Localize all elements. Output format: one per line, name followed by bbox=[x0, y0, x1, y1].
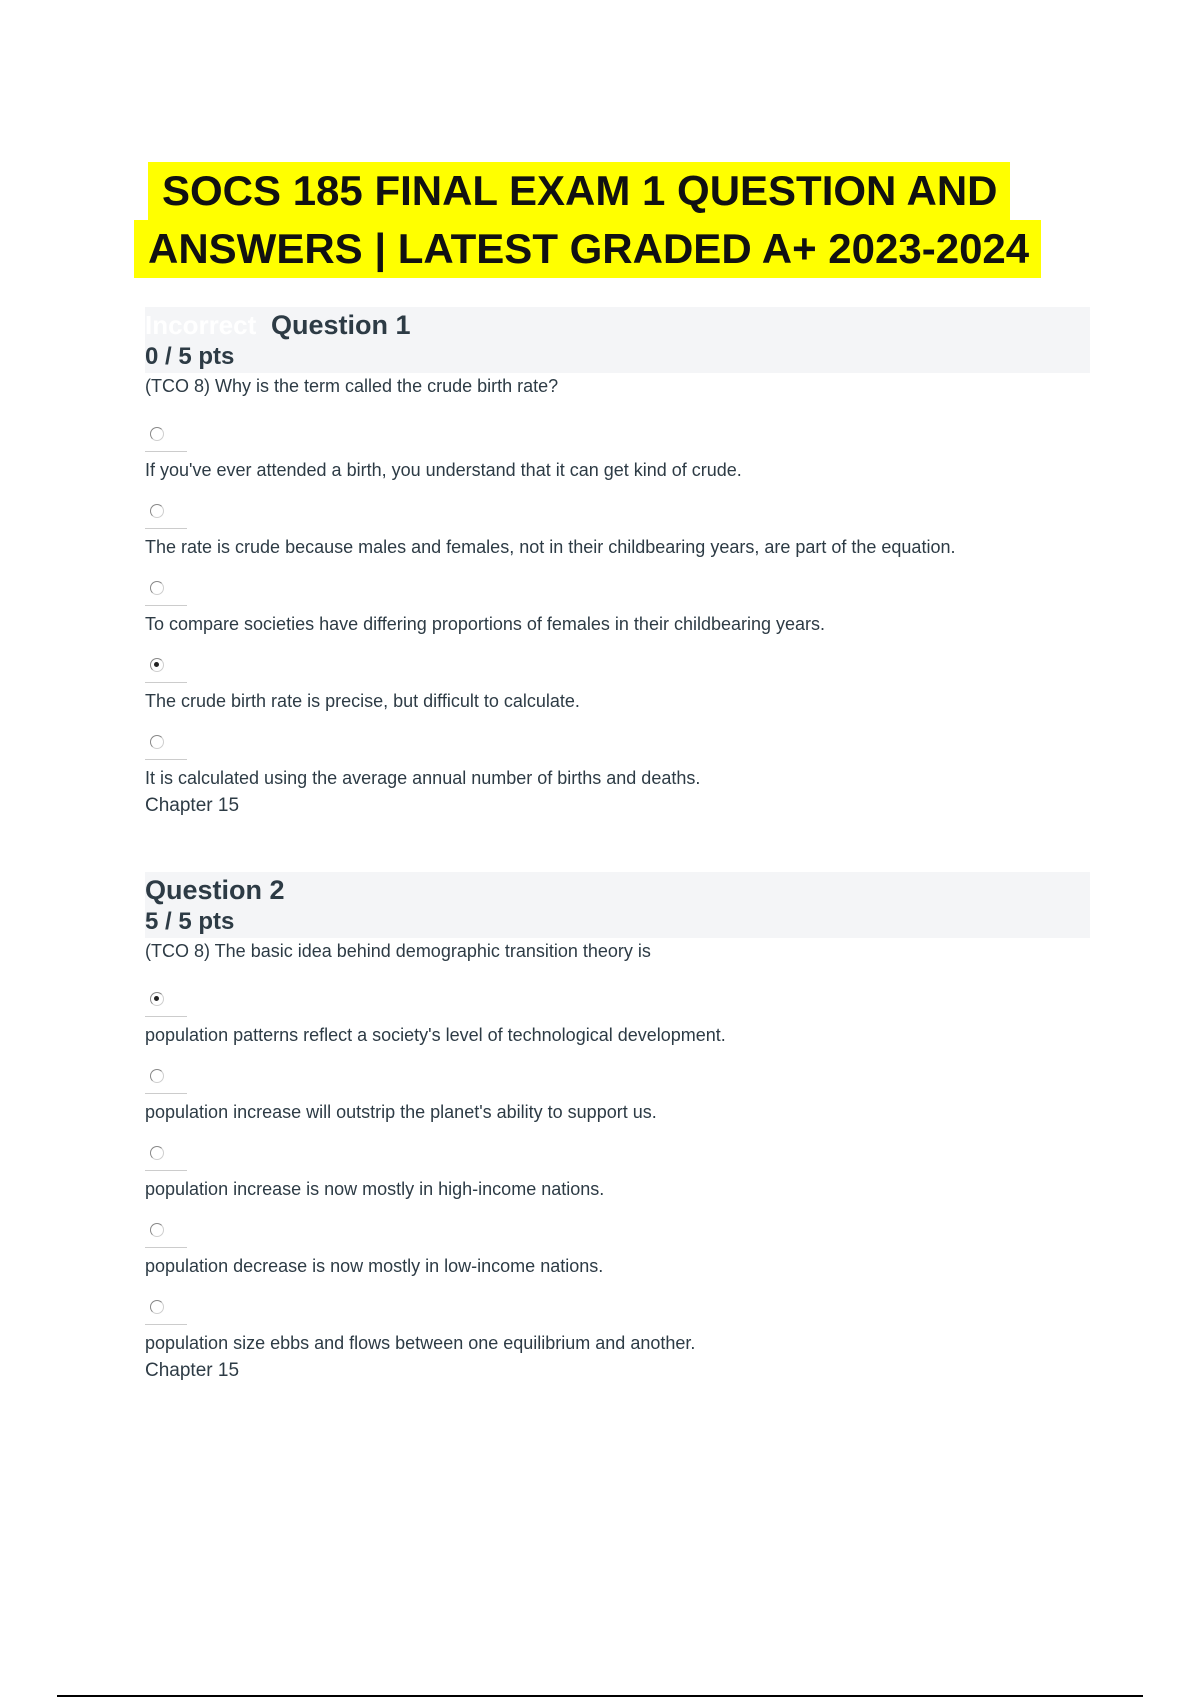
radio-button-selected[interactable] bbox=[150, 658, 164, 672]
answer-option[interactable] bbox=[145, 1280, 1090, 1357]
question-2 bbox=[145, 872, 1090, 1383]
option-divider bbox=[145, 528, 187, 529]
answer-option-label[interactable]: population increase will outstrip the planet's ability to support us. bbox=[145, 1102, 657, 1122]
option-divider bbox=[145, 1093, 187, 1094]
radio-button[interactable] bbox=[150, 581, 164, 595]
chapter-reference: Chapter 15 bbox=[145, 795, 240, 816]
option-divider bbox=[145, 451, 187, 452]
document-title bbox=[148, 162, 1108, 278]
question-points: 5 / 5 pts bbox=[145, 908, 235, 935]
answer-option[interactable] bbox=[145, 1203, 1090, 1280]
radio-button[interactable] bbox=[150, 427, 164, 441]
answer-option[interactable] bbox=[145, 1049, 1090, 1126]
option-divider bbox=[145, 682, 187, 683]
page-bottom-rule bbox=[57, 1695, 1143, 1697]
option-divider bbox=[145, 1170, 187, 1171]
option-divider bbox=[145, 1324, 187, 1325]
document-title-line-2: ANSWERS | LATEST GRADED A+ 2023-2024 bbox=[134, 220, 1041, 278]
option-divider bbox=[145, 1016, 187, 1017]
option-divider bbox=[145, 605, 187, 606]
option-divider bbox=[145, 1247, 187, 1248]
answer-option[interactable] bbox=[145, 1126, 1090, 1203]
answer-option-label[interactable]: To compare societies have differing proportions of females in their childbearing years. bbox=[145, 614, 826, 634]
radio-button[interactable] bbox=[150, 1146, 164, 1160]
question-1 bbox=[145, 307, 1090, 818]
question-text: (TCO 8) The basic idea behind demographic transition theory is bbox=[145, 941, 651, 961]
document-title-line-1: SOCS 185 FINAL EXAM 1 QUESTION AND bbox=[148, 162, 1010, 220]
radio-button[interactable] bbox=[150, 504, 164, 518]
radio-button[interactable] bbox=[150, 1300, 164, 1314]
question-header bbox=[145, 872, 1090, 938]
answer-option-label[interactable]: The rate is crude because males and females, not in their childbearing years, are part of the equation. bbox=[145, 537, 956, 557]
answer-option[interactable] bbox=[145, 407, 1090, 484]
question-text: (TCO 8) Why is the term called the crude birth rate? bbox=[145, 376, 559, 396]
chapter-reference: Chapter 15 bbox=[145, 1360, 240, 1381]
answer-options bbox=[145, 972, 1090, 1357]
answer-option-label[interactable]: population patterns reflect a society's level of technological development. bbox=[145, 1025, 726, 1045]
answer-option[interactable] bbox=[145, 638, 1090, 715]
answer-option[interactable] bbox=[145, 484, 1090, 561]
answer-option[interactable] bbox=[145, 715, 1090, 792]
answer-option-label[interactable]: It is calculated using the average annual number of births and deaths. bbox=[145, 768, 701, 788]
radio-button[interactable] bbox=[150, 1223, 164, 1237]
question-title: Question 2 bbox=[145, 875, 285, 905]
radio-button-selected[interactable] bbox=[150, 992, 164, 1006]
answer-option-label[interactable]: If you've ever attended a birth, you understand that it can get kind of crude. bbox=[145, 460, 742, 480]
question-title: Question 1 bbox=[271, 310, 411, 340]
answer-option-label[interactable]: population decrease is now mostly in low-income nations. bbox=[145, 1256, 604, 1276]
radio-button[interactable] bbox=[150, 735, 164, 749]
answer-option-label[interactable]: population size ebbs and flows between one equilibrium and another. bbox=[145, 1333, 696, 1353]
answer-option[interactable] bbox=[145, 561, 1090, 638]
answer-option[interactable] bbox=[145, 972, 1090, 1049]
option-divider bbox=[145, 759, 187, 760]
question-points: 0 / 5 pts bbox=[145, 343, 235, 370]
answer-option-label[interactable]: The crude birth rate is precise, but difficult to calculate. bbox=[145, 691, 580, 711]
question-status-label: Incorrect bbox=[145, 310, 257, 340]
answer-options bbox=[145, 407, 1090, 792]
question-header bbox=[145, 307, 1090, 373]
answer-option-label[interactable]: population increase is now mostly in high-income nations. bbox=[145, 1179, 605, 1199]
radio-button[interactable] bbox=[150, 1069, 164, 1083]
